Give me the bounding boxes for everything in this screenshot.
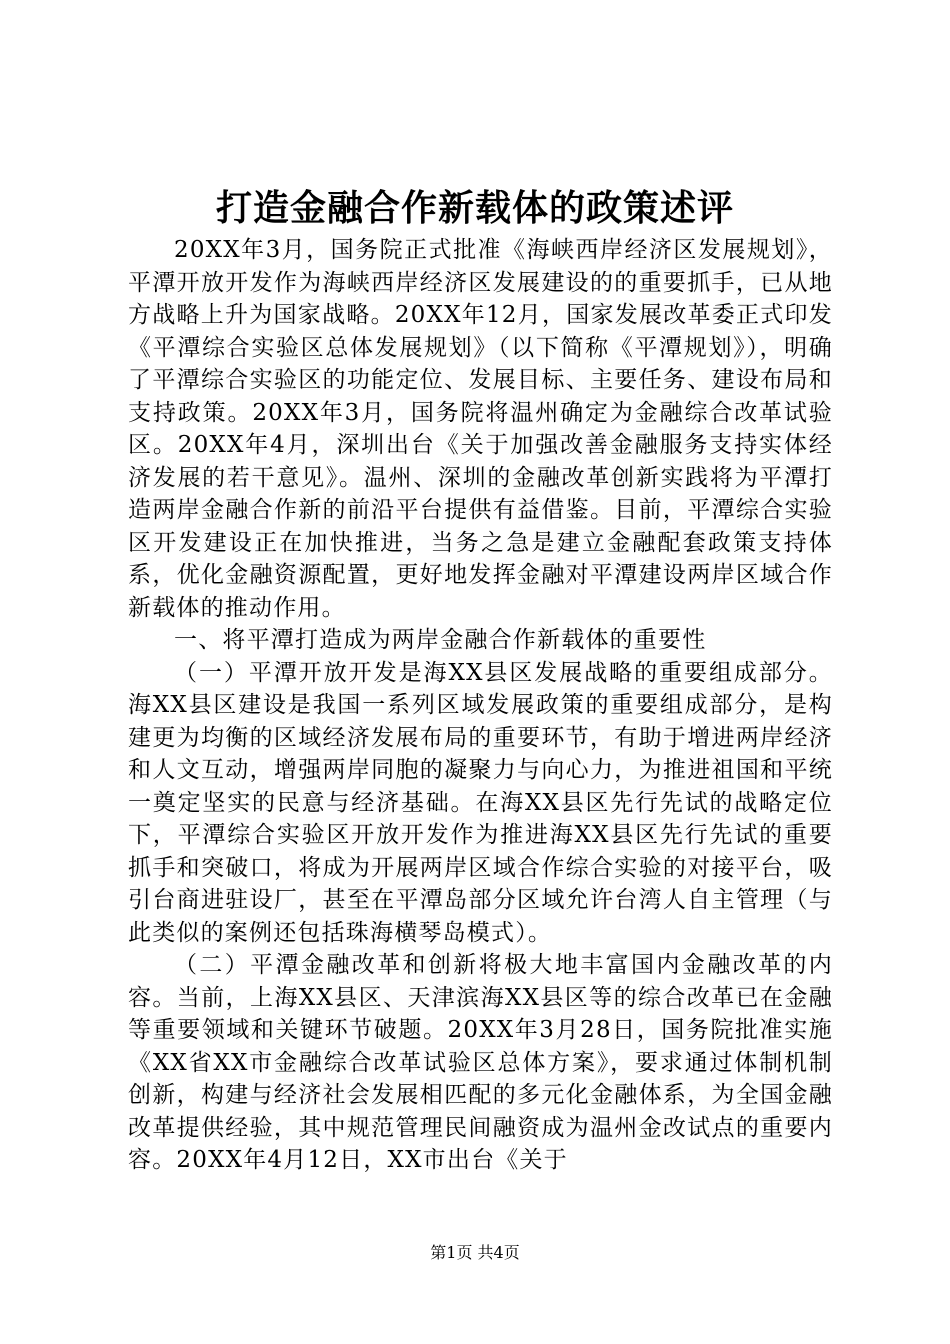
document-body	[128, 234, 833, 1177]
paragraph-section-1-1: （一）平潭开放开发是海XX县区发展战略的重要组成部分。海XX县区建设是我国一系列区域发展政策的重要组成部分，是构建更为均衡的区域经济发展布局的重要环节，有助于增进两岸经济和人文互动，增强两岸同胞的凝聚力与向心力，为推进祖国和平统一奠定坚实的民意与经济基础。在海XX县区先行先试的战略定位下，平潭综合实验区开放开发作为推进海XX县区先行先试的重要抓手和突破口，将成为开展两岸区域合作综合实验的对接平台，吸引台商进驻设厂，甚至在平潭岛部分区域允许台湾人自主管理（与此类似的案例还包括珠海横琴岛模式）。	[128, 659, 833, 946]
paragraph-intro: 20XX年3月，国务院正式批准《海峡西岸经济区发展规划》，平潭开放开发作为海峡西岸经济区发展建设的的重要抓手，已从地方战略上升为国家战略。20XX年12月，国家发展改革委正式印发《平潭综合实验区总体发展规划》（以下简称《平潭规划》），明确了平潭综合实验区的功能定位、发展目标、主要任务、建设布局和支持政策。20XX年3月，国务院将温州确定为金融综合改革试验区。20XX年4月，深圳出台《关于加强改善金融服务支持实体经济发展的若干意见》。温州、深圳的金融改革创新实践将为平潭打造两岸金融合作新的前沿平台提供有益借鉴。目前，平潭综合实验区开发建设正在加快推进，当务之急是建立金融配套政策支持体系，优化金融资源配置，更好地发挥金融对平潭建设两岸区域合作新载体的推动作用。	[128, 237, 833, 621]
paragraph-section-1-2: （二）平潭金融改革和创新将极大地丰富国内金融改革的内容。当前，上海XX县区、天津滨海XX县区等的综合改革已在金融等重要领域和关键环节破题。20XX年3月28日，国务院批准实施《XX省XX市金融综合改革试验区总体方案》，要求通过体制机制创新，构建与经济社会发展相匹配的多元化金融体系，为全国金融改革提供经验，其中规范管理民间融资成为温州金改试点的重要内容。20XX年4月12日，XX市出台《关于	[128, 952, 833, 1173]
document-title: 打造金融合作新载体的政策述评	[215, 187, 734, 229]
section-heading-1: 一、将平潭打造成为两岸金融合作新载体的重要性	[174, 627, 707, 653]
page-footer: 第1页 共4页	[430, 1243, 520, 1262]
